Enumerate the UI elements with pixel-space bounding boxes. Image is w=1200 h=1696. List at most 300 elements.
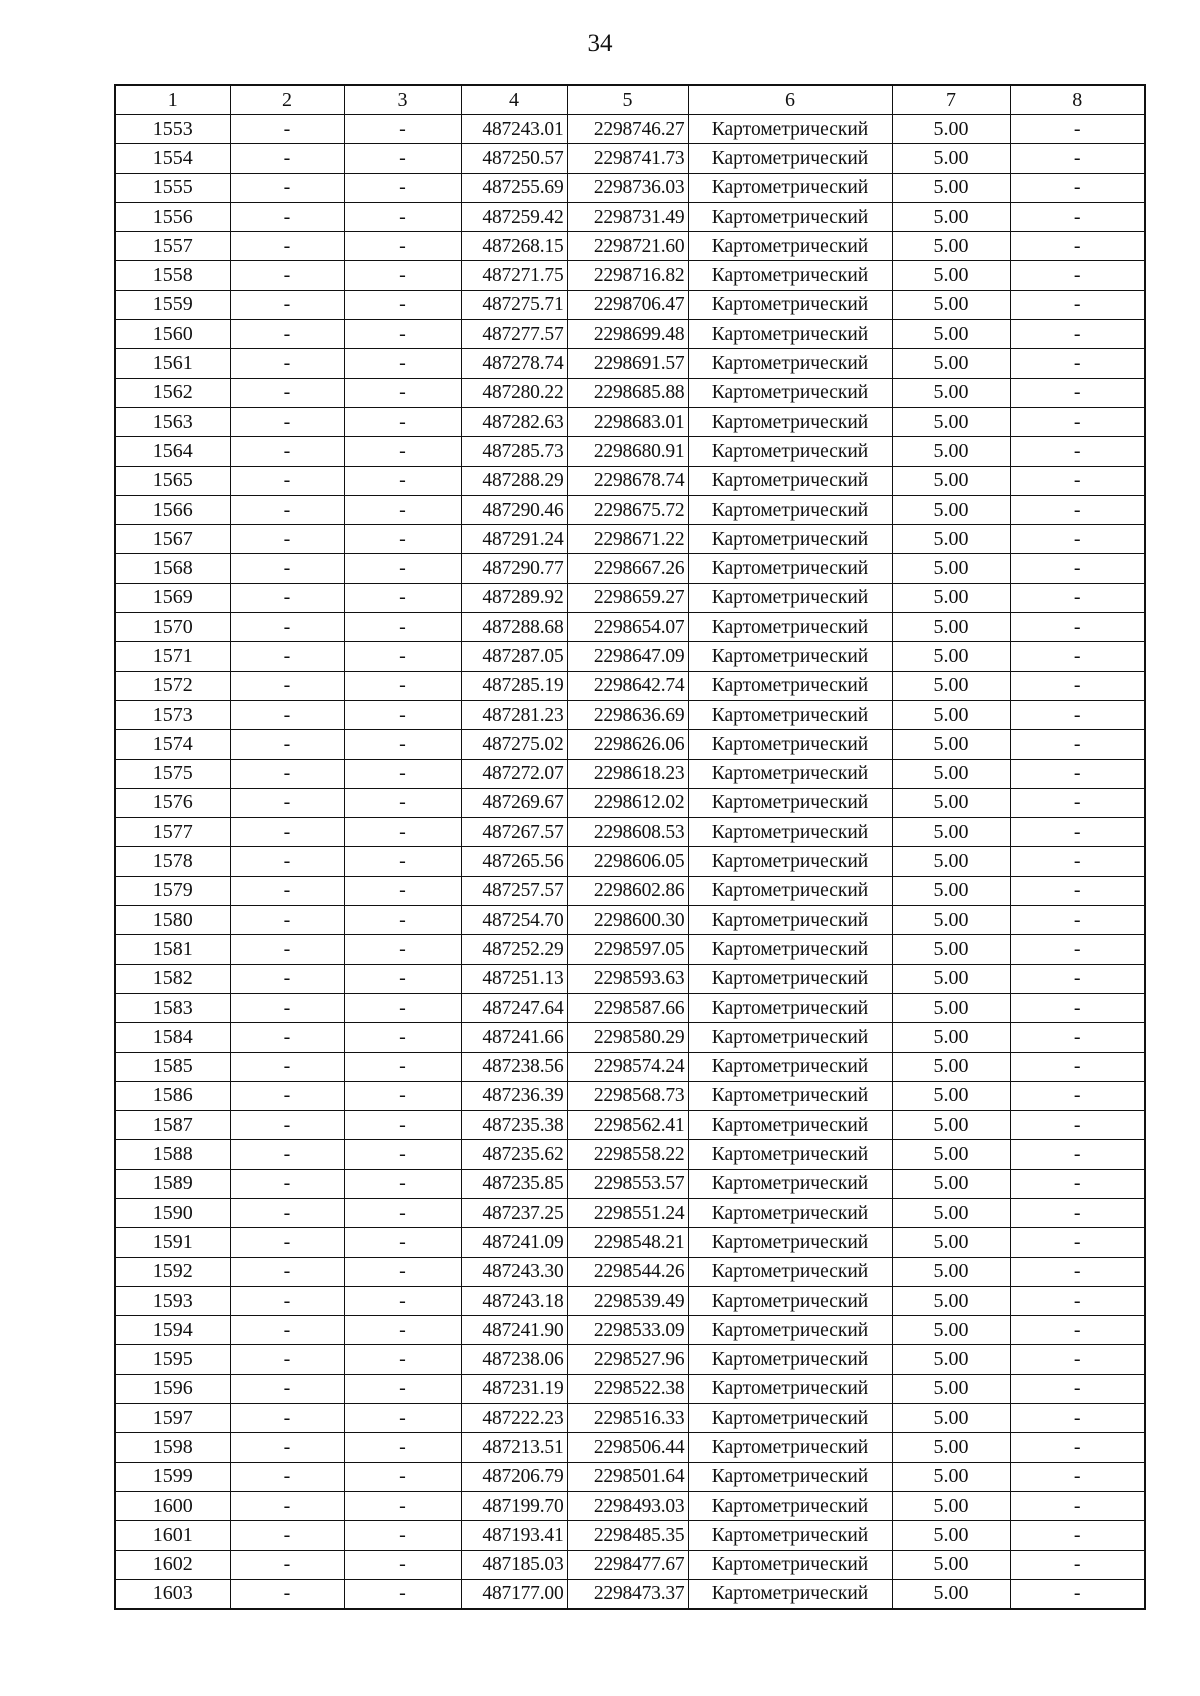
table-cell: -	[1010, 320, 1145, 349]
table-cell: 1567	[115, 525, 230, 554]
table-cell: Картометрический	[688, 349, 892, 378]
table-cell: -	[344, 906, 461, 935]
table-cell: -	[344, 407, 461, 436]
table-cell: 487252.29	[461, 935, 567, 964]
table-cell: -	[1010, 1228, 1145, 1257]
table-cell: 2298477.67	[567, 1550, 688, 1579]
table-cell: 1570	[115, 613, 230, 642]
table-cell: -	[344, 1491, 461, 1520]
table-cell: Картометрический	[688, 1316, 892, 1345]
table-cell: -	[344, 466, 461, 495]
table-row	[115, 906, 1145, 935]
table-cell: Картометрический	[688, 613, 892, 642]
table-cell: -	[344, 613, 461, 642]
table-row	[115, 1257, 1145, 1286]
table-cell: 2298741.73	[567, 144, 688, 173]
table-cell: 2298568.73	[567, 1081, 688, 1110]
table-cell: 487272.07	[461, 759, 567, 788]
table-cell: -	[230, 1521, 344, 1550]
table-cell: 487277.57	[461, 320, 567, 349]
table-cell: 2298600.30	[567, 906, 688, 935]
table-cell: 1588	[115, 1140, 230, 1169]
table-cell: -	[230, 788, 344, 817]
table-cell: -	[344, 554, 461, 583]
table-cell: -	[230, 1491, 344, 1520]
table-cell: 2298533.09	[567, 1316, 688, 1345]
table-cell: -	[1010, 1081, 1145, 1110]
table-cell: -	[344, 642, 461, 671]
table-cell: 2298736.03	[567, 173, 688, 202]
table-row	[115, 466, 1145, 495]
table-row	[115, 1316, 1145, 1345]
table-cell: -	[230, 144, 344, 173]
table-cell: -	[1010, 700, 1145, 729]
table-row	[115, 1081, 1145, 1110]
table-cell: 5.00	[892, 495, 1010, 524]
table-cell: 1557	[115, 232, 230, 261]
table-cell: -	[344, 1433, 461, 1462]
table-cell: 5.00	[892, 1404, 1010, 1433]
table-cell: 2298636.69	[567, 700, 688, 729]
table-cell: 487289.92	[461, 583, 567, 612]
table-row	[115, 407, 1145, 436]
table-cell: -	[344, 1521, 461, 1550]
table-cell: Картометрический	[688, 993, 892, 1022]
table-cell: 1602	[115, 1550, 230, 1579]
table-cell: 2298608.53	[567, 818, 688, 847]
table-cell: Картометрический	[688, 407, 892, 436]
table-row	[115, 964, 1145, 993]
table-cell: Картометрический	[688, 1286, 892, 1315]
table-cell: -	[230, 1316, 344, 1345]
table-cell: -	[1010, 554, 1145, 583]
table-cell: 5.00	[892, 1579, 1010, 1609]
table-cell: 2298574.24	[567, 1052, 688, 1081]
table-cell: -	[344, 144, 461, 173]
table-row	[115, 1052, 1145, 1081]
table-cell: 487271.75	[461, 261, 567, 290]
table-cell: -	[230, 437, 344, 466]
table-cell: 1583	[115, 993, 230, 1022]
table-row	[115, 1374, 1145, 1403]
table-row	[115, 935, 1145, 964]
table-cell: -	[344, 173, 461, 202]
table-cell: Картометрический	[688, 700, 892, 729]
table-cell: -	[230, 935, 344, 964]
table-cell: -	[344, 232, 461, 261]
table-cell: Картометрический	[688, 730, 892, 759]
table-cell: 487275.02	[461, 730, 567, 759]
table-cell: 5.00	[892, 1374, 1010, 1403]
table-cell: 1592	[115, 1257, 230, 1286]
table-cell: -	[1010, 1491, 1145, 1520]
table-cell: -	[1010, 202, 1145, 231]
table-cell: 1574	[115, 730, 230, 759]
table-cell: Картометрический	[688, 378, 892, 407]
table-cell: -	[230, 818, 344, 847]
table-row	[115, 993, 1145, 1022]
table-cell: 1580	[115, 906, 230, 935]
table-cell: 1595	[115, 1345, 230, 1374]
table-cell: 5.00	[892, 613, 1010, 642]
table-cell: -	[1010, 1316, 1145, 1345]
table-cell: -	[344, 730, 461, 759]
table-cell: -	[1010, 1286, 1145, 1315]
table-cell: -	[1010, 788, 1145, 817]
table-cell: 5.00	[892, 788, 1010, 817]
table-cell: -	[344, 700, 461, 729]
table-cell: 2298587.66	[567, 993, 688, 1022]
table-cell: -	[230, 1257, 344, 1286]
table-cell: 5.00	[892, 1521, 1010, 1550]
table-cell: -	[1010, 1052, 1145, 1081]
table-cell: -	[344, 759, 461, 788]
table-cell: 5.00	[892, 1169, 1010, 1198]
table-cell: 1555	[115, 173, 230, 202]
table-cell: 1561	[115, 349, 230, 378]
table-cell: -	[344, 847, 461, 876]
table-cell: Картометрический	[688, 495, 892, 524]
table-cell: 1565	[115, 466, 230, 495]
table-cell: -	[1010, 1111, 1145, 1140]
table-cell: -	[344, 202, 461, 231]
table-cell: -	[1010, 525, 1145, 554]
table-cell: -	[1010, 583, 1145, 612]
table-cell: 487193.41	[461, 1521, 567, 1550]
table-cell: -	[230, 261, 344, 290]
table-cell: 487282.63	[461, 407, 567, 436]
table-cell: 487206.79	[461, 1462, 567, 1491]
table-row	[115, 378, 1145, 407]
table-row	[115, 583, 1145, 612]
table-cell: 5.00	[892, 1462, 1010, 1491]
table-cell: -	[344, 818, 461, 847]
table-cell: -	[344, 115, 461, 144]
table-cell: -	[344, 935, 461, 964]
table-cell: -	[344, 1198, 461, 1227]
table-cell: 1558	[115, 261, 230, 290]
table-cell: -	[1010, 407, 1145, 436]
table-cell: -	[344, 1169, 461, 1198]
table-cell: -	[1010, 730, 1145, 759]
table-cell: 2298522.38	[567, 1374, 688, 1403]
table-cell: Картометрический	[688, 935, 892, 964]
table-cell: 487185.03	[461, 1550, 567, 1579]
table-cell: -	[230, 554, 344, 583]
table-cell: -	[344, 290, 461, 319]
table-cell: 5.00	[892, 906, 1010, 935]
table-cell: 1600	[115, 1491, 230, 1520]
table-cell: 487290.77	[461, 554, 567, 583]
table-row	[115, 144, 1145, 173]
table-row	[115, 261, 1145, 290]
table-cell: 5.00	[892, 1316, 1010, 1345]
table-cell: 2298602.86	[567, 876, 688, 905]
table-row	[115, 1521, 1145, 1550]
table-cell: 5.00	[892, 1433, 1010, 1462]
column-header: 1	[115, 85, 230, 115]
table-cell: 487243.30	[461, 1257, 567, 1286]
page-number: 34	[587, 30, 613, 57]
table-cell: -	[1010, 173, 1145, 202]
table-cell: -	[230, 1140, 344, 1169]
table-cell: 1591	[115, 1228, 230, 1257]
table-cell: 5.00	[892, 583, 1010, 612]
table-cell: Картометрический	[688, 554, 892, 583]
table-cell: 1563	[115, 407, 230, 436]
table-cell: -	[230, 583, 344, 612]
table-cell: -	[1010, 935, 1145, 964]
table-cell: 5.00	[892, 1228, 1010, 1257]
table-cell: -	[1010, 437, 1145, 466]
table-cell: Картометрический	[688, 320, 892, 349]
table-cell: 487235.62	[461, 1140, 567, 1169]
table-cell: 1596	[115, 1374, 230, 1403]
table-cell: 1581	[115, 935, 230, 964]
table-cell: 487243.18	[461, 1286, 567, 1315]
table-cell: 1599	[115, 1462, 230, 1491]
table-row	[115, 320, 1145, 349]
table-cell: -	[1010, 495, 1145, 524]
column-header: 4	[461, 85, 567, 115]
table-cell: Картометрический	[688, 1023, 892, 1052]
column-header: 7	[892, 85, 1010, 115]
table-cell: -	[344, 671, 461, 700]
table-cell: -	[344, 993, 461, 1022]
table-cell: 5.00	[892, 759, 1010, 788]
table-cell: -	[230, 173, 344, 202]
table-cell: 5.00	[892, 115, 1010, 144]
table-cell: -	[344, 1140, 461, 1169]
table-row	[115, 1140, 1145, 1169]
table-row	[115, 700, 1145, 729]
table-cell: 5.00	[892, 407, 1010, 436]
table-cell: 487267.57	[461, 818, 567, 847]
table-cell: 2298527.96	[567, 1345, 688, 1374]
table-cell: Картометрический	[688, 1228, 892, 1257]
table-cell: 1575	[115, 759, 230, 788]
table-cell: Картометрический	[688, 290, 892, 319]
table-row	[115, 1111, 1145, 1140]
table-cell: 487238.56	[461, 1052, 567, 1081]
table-cell: -	[230, 1433, 344, 1462]
table-cell: -	[230, 613, 344, 642]
table-cell: -	[230, 1052, 344, 1081]
table-cell: -	[230, 847, 344, 876]
table-cell: -	[1010, 144, 1145, 173]
table-cell: Картометрический	[688, 906, 892, 935]
table-cell: 487243.01	[461, 115, 567, 144]
table-cell: 2298548.21	[567, 1228, 688, 1257]
table-cell: 2298678.74	[567, 466, 688, 495]
table-cell: -	[1010, 1198, 1145, 1227]
table-cell: Картометрический	[688, 671, 892, 700]
table-cell: -	[1010, 1374, 1145, 1403]
table-row	[115, 1023, 1145, 1052]
table-cell: 2298706.47	[567, 290, 688, 319]
table-cell: 2298731.49	[567, 202, 688, 231]
table-cell: Картометрический	[688, 232, 892, 261]
table-cell: 2298562.41	[567, 1111, 688, 1140]
table-cell: 487231.19	[461, 1374, 567, 1403]
table-cell: 487285.73	[461, 437, 567, 466]
column-header: 6	[688, 85, 892, 115]
table-cell: -	[344, 320, 461, 349]
table-cell: 5.00	[892, 1286, 1010, 1315]
table-cell: Картометрический	[688, 1491, 892, 1520]
table-cell: 2298597.05	[567, 935, 688, 964]
table-cell: 2298626.06	[567, 730, 688, 759]
table-cell: -	[344, 495, 461, 524]
table-cell: 5.00	[892, 1257, 1010, 1286]
table-cell: 5.00	[892, 437, 1010, 466]
table-cell: 5.00	[892, 847, 1010, 876]
table-cell: 5.00	[892, 202, 1010, 231]
table-cell: 1590	[115, 1198, 230, 1227]
table-cell: 1571	[115, 642, 230, 671]
table-cell: Картометрический	[688, 847, 892, 876]
table-cell: -	[230, 407, 344, 436]
table-cell: 487235.38	[461, 1111, 567, 1140]
table-cell: 2298671.22	[567, 525, 688, 554]
table-cell: -	[1010, 1023, 1145, 1052]
table-row	[115, 173, 1145, 202]
table-cell: -	[1010, 993, 1145, 1022]
table-cell: 487288.68	[461, 613, 567, 642]
table-cell: Картометрический	[688, 1579, 892, 1609]
table-cell: 2298551.24	[567, 1198, 688, 1227]
table-cell: -	[344, 1257, 461, 1286]
table-cell: -	[1010, 642, 1145, 671]
table-cell: 5.00	[892, 261, 1010, 290]
table-cell: -	[344, 1579, 461, 1609]
table-cell: 2298473.37	[567, 1579, 688, 1609]
table-row	[115, 437, 1145, 466]
table-cell: 487247.64	[461, 993, 567, 1022]
table-cell: Картометрический	[688, 115, 892, 144]
table-cell: -	[230, 1345, 344, 1374]
table-cell: Картометрический	[688, 1052, 892, 1081]
table-cell: -	[230, 525, 344, 554]
table-cell: 5.00	[892, 378, 1010, 407]
table-cell: Картометрический	[688, 202, 892, 231]
table-cell: 1578	[115, 847, 230, 876]
table-cell: 5.00	[892, 232, 1010, 261]
table-cell: 2298716.82	[567, 261, 688, 290]
table-cell: Картометрический	[688, 1374, 892, 1403]
table-cell: -	[230, 1462, 344, 1491]
column-header: 5	[567, 85, 688, 115]
table-cell: -	[230, 1023, 344, 1052]
table-row	[115, 1286, 1145, 1315]
table-cell: 1553	[115, 115, 230, 144]
table-cell: -	[1010, 759, 1145, 788]
table-cell: -	[230, 378, 344, 407]
table-cell: 5.00	[892, 1140, 1010, 1169]
table-cell: 1586	[115, 1081, 230, 1110]
table-row	[115, 818, 1145, 847]
table-cell: 5.00	[892, 1052, 1010, 1081]
table-cell: 1589	[115, 1169, 230, 1198]
table-cell: -	[230, 642, 344, 671]
table-cell: 487275.71	[461, 290, 567, 319]
table-cell: 2298558.22	[567, 1140, 688, 1169]
table-cell: -	[230, 202, 344, 231]
table-cell: Картометрический	[688, 1433, 892, 1462]
table-row	[115, 1550, 1145, 1579]
table-cell: -	[1010, 671, 1145, 700]
table-cell: 487268.15	[461, 232, 567, 261]
table-cell: -	[1010, 1579, 1145, 1609]
table-cell: -	[344, 1286, 461, 1315]
table-cell: -	[230, 1198, 344, 1227]
table-cell: -	[1010, 378, 1145, 407]
column-header: 2	[230, 85, 344, 115]
table-cell: 1562	[115, 378, 230, 407]
table-cell: 487259.42	[461, 202, 567, 231]
table-cell: 487280.22	[461, 378, 567, 407]
table-cell: -	[230, 671, 344, 700]
table-cell: -	[1010, 1257, 1145, 1286]
table-cell: -	[230, 1169, 344, 1198]
table-cell: -	[230, 232, 344, 261]
table-cell: 487222.23	[461, 1404, 567, 1433]
table-cell: Картометрический	[688, 642, 892, 671]
table-cell: 487177.00	[461, 1579, 567, 1609]
table-cell: -	[344, 261, 461, 290]
table-cell: 487213.51	[461, 1433, 567, 1462]
table-cell: 487288.29	[461, 466, 567, 495]
table-cell: Картометрический	[688, 759, 892, 788]
table-cell: -	[344, 1316, 461, 1345]
table-cell: Картометрический	[688, 818, 892, 847]
table-row	[115, 115, 1145, 144]
table-cell: 1587	[115, 1111, 230, 1140]
table-cell: 1601	[115, 1521, 230, 1550]
table-cell: -	[344, 876, 461, 905]
table-cell: 1582	[115, 964, 230, 993]
table-cell: -	[344, 1550, 461, 1579]
table-cell: -	[1010, 964, 1145, 993]
table-cell: 487287.05	[461, 642, 567, 671]
table-cell: -	[230, 1579, 344, 1609]
table-cell: 487236.39	[461, 1081, 567, 1110]
table-cell: 1568	[115, 554, 230, 583]
table-cell: -	[230, 466, 344, 495]
table-row	[115, 525, 1145, 554]
table-cell: 1579	[115, 876, 230, 905]
table-row	[115, 613, 1145, 642]
table-cell: 5.00	[892, 349, 1010, 378]
table-cell: Картометрический	[688, 1140, 892, 1169]
table-cell: -	[344, 1462, 461, 1491]
table-cell: Картометрический	[688, 1081, 892, 1110]
table-cell: 5.00	[892, 320, 1010, 349]
table-row	[115, 1462, 1145, 1491]
table-cell: 487237.25	[461, 1198, 567, 1227]
table-cell: 487255.69	[461, 173, 567, 202]
table-cell: 2298685.88	[567, 378, 688, 407]
table-cell: -	[344, 1111, 461, 1140]
table-row	[115, 1491, 1145, 1520]
table-cell: 487199.70	[461, 1491, 567, 1520]
table-cell: 487254.70	[461, 906, 567, 935]
table-cell: 1603	[115, 1579, 230, 1609]
table-cell: 2298642.74	[567, 671, 688, 700]
table-cell: Картометрический	[688, 261, 892, 290]
table-cell: 5.00	[892, 173, 1010, 202]
table-cell: 2298501.64	[567, 1462, 688, 1491]
